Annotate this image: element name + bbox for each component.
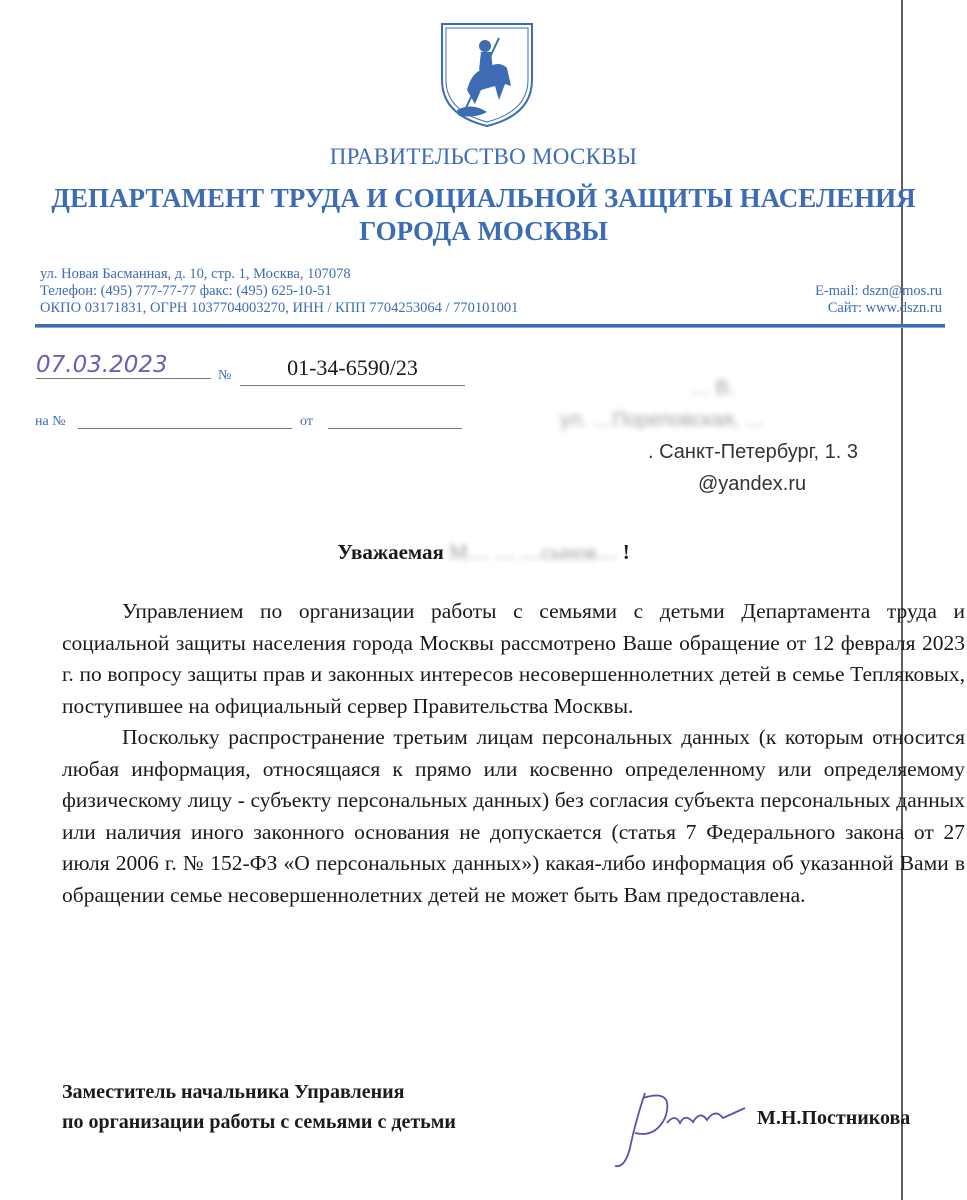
position-line-2: по организации работы с семьями с детьми bbox=[62, 1111, 456, 1133]
address: ул. Новая Басманная, д. 10, стр. 1, Москва, 107078 bbox=[40, 266, 351, 282]
outgoing-date: 07.03.2023 bbox=[36, 352, 211, 379]
greeting bbox=[0, 540, 967, 565]
department-title bbox=[0, 182, 967, 248]
outgoing-number: 01-34-6590/23 bbox=[240, 355, 465, 386]
header-divider bbox=[35, 324, 945, 328]
paragraph-2: Поскольку распространение третьим лицам персональных данных (к которым относится любая информация, относящаяся к прямо или косвенно определенному или определяемому физическому лицу - субъекту персональных данных) без согласия субъекта персональных данных или наличия иного законного основания не допускается (статья 7 Федерального закона от 27 июля 2006 г. № 152-ФЗ «О персональных данных») какая-либо информация об указанной Вами в обращении семье несовершеннолетних детей не может быть Вам предоставлена. bbox=[62, 725, 965, 907]
from-label: от bbox=[300, 414, 313, 429]
signatory-position bbox=[62, 1077, 456, 1137]
position-line-1: Заместитель начальника Управления bbox=[62, 1081, 405, 1103]
government-title: ПРАВИТЕЛЬСТВО МОСКВЫ bbox=[329, 144, 638, 169]
signatory-name: М.Н.Постникова bbox=[757, 1107, 911, 1129]
email: E-mail: dszn@mos.ru bbox=[815, 283, 942, 299]
letter-body bbox=[62, 596, 965, 911]
paragraph-1: Управлением по организации работы с семьями с детьми Департамента труда и социальной защиты населения города Москвы рассмотрено Ваше обращение от 12 февраля 2023 г. по вопросу защиты прав и законных интересов несовершеннолетних детей в семье Тепляковых, поступившее на официальный сервер Правительства Москвы. bbox=[62, 599, 965, 718]
department-line-2: ГОРОДА МОСКВЫ bbox=[359, 216, 608, 246]
department-line-1: ДЕПАРТАМЕНТ ТРУДА И СОЦИАЛЬНОЙ ЗАЩИТЫ НАСЕЛЕНИЯ bbox=[51, 183, 916, 213]
recipient-street: ул. …Пореповская, … bbox=[560, 409, 765, 431]
requisites-right bbox=[815, 283, 942, 317]
from-field bbox=[328, 428, 462, 429]
reply-to-field bbox=[78, 428, 292, 429]
greeting-redacted-name: М… … …сынов… bbox=[449, 540, 618, 564]
greeting-word: Уважаемая bbox=[337, 540, 444, 564]
recipient-block bbox=[560, 372, 920, 500]
codes: ОКПО 03171831, ОГРН 1037704003270, ИНН / КПП 7704253064 / 770101001 bbox=[40, 300, 519, 316]
coat-of-arms-icon bbox=[437, 20, 537, 130]
website: Сайт: www.dszn.ru bbox=[827, 300, 942, 316]
greeting-end: ! bbox=[622, 540, 630, 564]
handwritten-signature bbox=[605, 1078, 755, 1173]
recipient-city: . Санкт-Петербург, 1. 3 bbox=[648, 441, 858, 463]
reply-to-label: на № bbox=[35, 414, 66, 429]
recipient-name: … В. bbox=[690, 377, 735, 399]
phone: Телефон: (495) 777-77-77 факс: (495) 625-10-51 bbox=[40, 283, 332, 299]
number-label: № bbox=[218, 368, 232, 383]
requisites-left bbox=[40, 266, 518, 317]
recipient-email: @yandex.ru bbox=[698, 473, 807, 495]
